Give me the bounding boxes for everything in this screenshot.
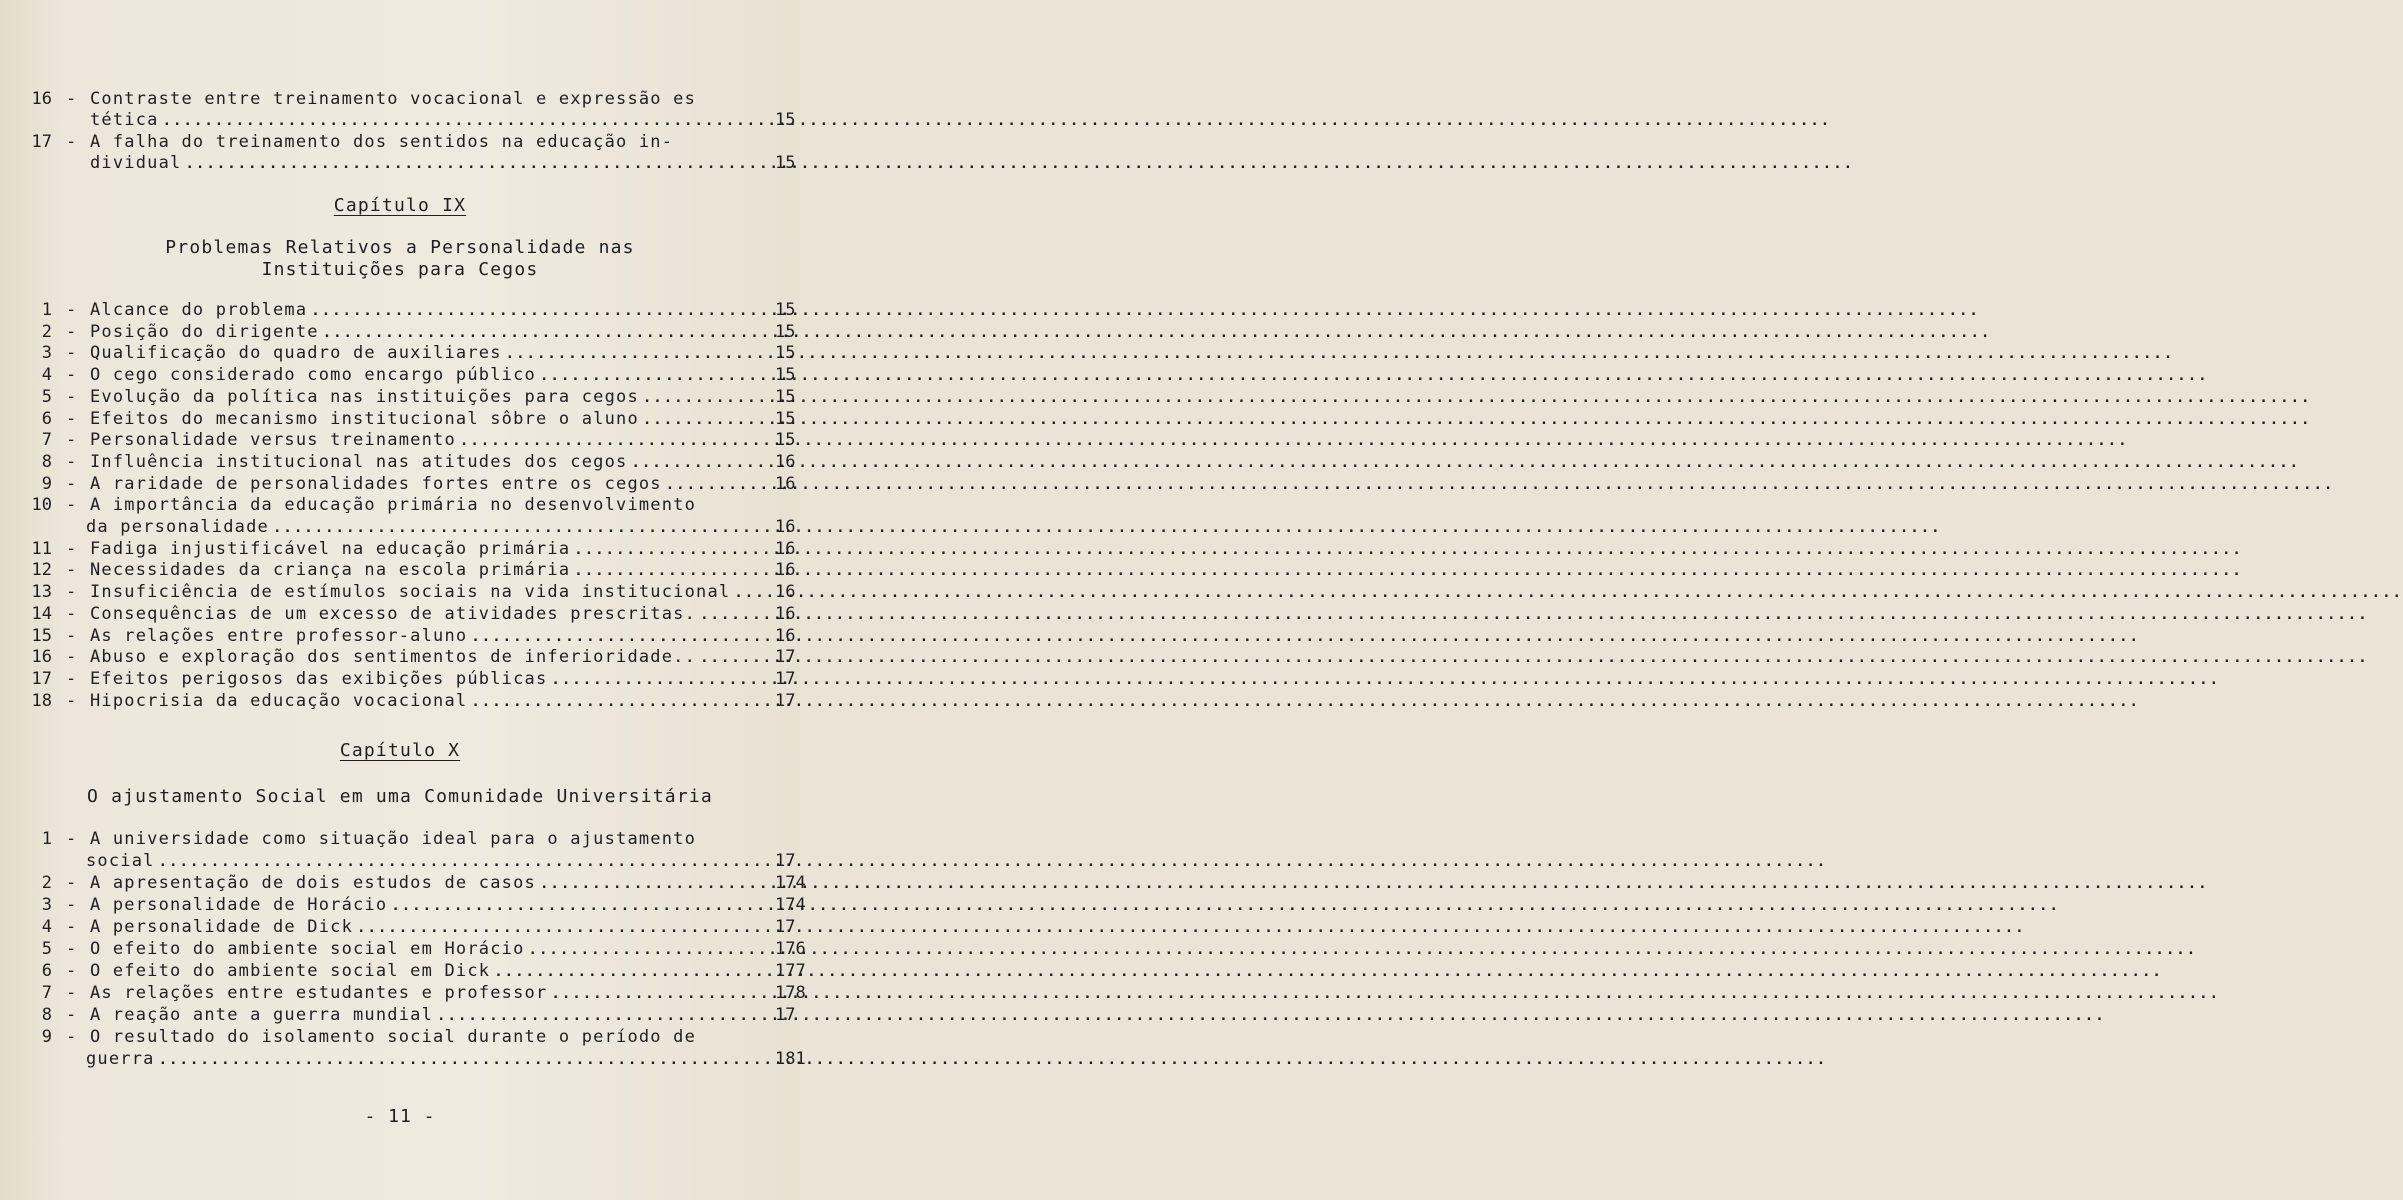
- toc-entry: 12 - Necessidades da criança na escola primária ..... 16: [0, 559, 800, 581]
- entry-number: 1: [41, 829, 52, 849]
- entry-title: A importância da educação primária no desenvolvimento: [90, 495, 697, 516]
- entry-title: Efeitos do mecanismo institucional sôbre o aluno: [90, 408, 639, 429]
- entry-number: 17: [31, 132, 52, 152]
- toc-entry-continuation: [0, 516, 800, 538]
- toc-entry: 13 - Insuficiência de estímulos sociais na vida institucional ..... 16: [0, 581, 800, 603]
- entry-number: 13: [31, 582, 52, 603]
- entry-title: A reação ante a guerra mundial: [90, 1005, 434, 1025]
- chapter-subtitle: Problemas Relativos a Personalidade nas: [165, 237, 635, 258]
- entry-title: Qualificação do quadro de auxiliares: [90, 343, 502, 364]
- entry-number: 18: [31, 690, 52, 711]
- toc-entry: 9 - A raridade de personalidades fortes entre os cegos ..... 16: [0, 473, 800, 495]
- page-number-footer: - 11 -: [364, 1106, 436, 1127]
- entry-title: Influência institucional nas atitudes dos cegos: [90, 451, 628, 472]
- entry-page: 16: [775, 603, 796, 624]
- entry-title: Abuso e exploração dos sentimentos de inferioridade..: [90, 647, 697, 668]
- entry-number: 14: [31, 603, 52, 624]
- toc-entry: 14 - Consequências de um excesso de atividades prescritas. ..... 16: [0, 603, 800, 625]
- chapter-subtitle: O ajustamento Social em uma Comunidade Universitária: [87, 786, 713, 807]
- toc-entry-continuation: [0, 109, 800, 131]
- entry-page: 17: [775, 917, 796, 937]
- entry-page: 176: [775, 939, 806, 959]
- toc-entry: 5 - O efeito do ambiente social em Horácio ..... 176: [0, 938, 800, 960]
- toc-entry: 6 - O efeito do ambiente social em Dick ..... 177: [0, 960, 800, 982]
- toc-entry: 16 - Abuso e exploração dos sentimentos de inferioridade.. ..... 17: [0, 646, 800, 668]
- entry-title: Personalidade versus treinamento: [90, 430, 456, 451]
- entry-title: Necessidades da criança na escola primária: [90, 560, 571, 581]
- entry-number: 16: [31, 647, 52, 668]
- entry-title: A falha do treinamento dos sentidos na educação in-: [90, 132, 674, 152]
- entry-number: 1: [41, 300, 52, 320]
- entry-title: O cego considerado como encargo público: [90, 365, 536, 386]
- entry-title: O resultado do isolamento social durante o período de: [90, 1027, 697, 1047]
- toc-entry: 3 - A personalidade de Horácio ..... 174: [0, 894, 800, 916]
- entry-page: 17: [775, 1005, 796, 1025]
- toc-entry: 7 - Personalidade versus treinamento ..... 15: [0, 429, 800, 451]
- entry-title: O efeito do ambiente social em Dick: [90, 961, 491, 981]
- entry-page: 174: [775, 873, 806, 893]
- entry-page: 16: [775, 538, 796, 559]
- entry-number: 5: [41, 386, 52, 407]
- toc-entry: 2 - Posição do dirigente ..... 15: [0, 321, 800, 343]
- toc-entry: 8 - A reação ante a guerra mundial ..... 17: [0, 1004, 800, 1026]
- toc-entry: 4 - A personalidade de Dick ..... 17: [0, 916, 800, 938]
- entry-number: 7: [41, 983, 52, 1003]
- entry-page: 16: [775, 560, 796, 581]
- entry-page: 174: [775, 895, 806, 915]
- entry-number: 2: [41, 873, 52, 893]
- entry-page: 17: [775, 647, 796, 668]
- entry-page: 15: [775, 153, 796, 173]
- entry-number: 3: [41, 895, 52, 915]
- entry-number: 11: [31, 538, 52, 559]
- entry-page: 15: [775, 365, 796, 386]
- toc-entry: 5 - Evolução da política nas instituições para cegos ..... 15: [0, 386, 800, 408]
- entry-number: 6: [41, 961, 52, 981]
- entry-page: 15: [775, 386, 796, 407]
- entry-page: 181: [775, 1049, 806, 1069]
- entry-number: 6: [41, 408, 52, 429]
- entry-number: 3: [41, 343, 52, 364]
- entry-number: 4: [41, 365, 52, 386]
- chapter-subtitle: Instituições para Cegos: [261, 259, 539, 280]
- toc-entry-continuation: [0, 1048, 806, 1070]
- document-page: [0, 0, 806, 1200]
- entry-page: 17: [775, 851, 796, 871]
- entry-page: 16: [775, 473, 796, 494]
- toc-entry: 2 - A apresentação de dois estudos de casos ..... 174: [0, 872, 800, 894]
- toc-entry-continuation: [0, 850, 800, 872]
- entry-page: 178: [775, 983, 806, 1003]
- entry-title: Consequências de um excesso de atividades prescritas.: [90, 603, 697, 624]
- entry-title: Insuficiência de estímulos sociais na vida institucional: [90, 582, 731, 603]
- entry-title: A apresentação de dois estudos de casos: [90, 873, 536, 893]
- toc-entry: 15 - As relações entre professor-aluno ..... 16: [0, 625, 800, 647]
- toc-entry: 3 - Qualificação do quadro de auxiliares ..... 15: [0, 342, 800, 364]
- entry-number: 12: [31, 560, 52, 581]
- toc-entry: 11 - Fadiga injustificável na educação primária ..... 16: [0, 538, 800, 560]
- toc-entry: 7 - As relações entre estudantes e professor ..... 178: [0, 982, 800, 1004]
- entry-page: 15: [775, 321, 796, 342]
- entry-title: A universidade como situação ideal para o ajustamento: [90, 829, 697, 849]
- entry-page: 15: [775, 430, 796, 451]
- entry-title: Hipocrisia da educação vocacional: [90, 690, 468, 711]
- entry-number: 2: [41, 321, 52, 342]
- toc-entry: 17 - A falha do treinamento dos sentidos na educação in-: [31, 132, 674, 152]
- toc-entry: 16 - Contraste entre treinamento vocacional e expressão es: [31, 89, 697, 109]
- entry-number: 17: [31, 668, 52, 689]
- entry-title-cont: social: [86, 851, 155, 871]
- entry-page: 17: [775, 668, 796, 689]
- entry-page: 15: [775, 110, 796, 130]
- entry-title-cont: tética: [90, 110, 159, 130]
- entry-title-cont: da personalidade: [86, 517, 269, 537]
- entry-title: As relações entre professor-aluno: [90, 625, 468, 646]
- entry-page: 15: [775, 408, 796, 429]
- entry-page: 16: [775, 451, 796, 472]
- entry-number: 16: [31, 89, 52, 109]
- entry-page: 16: [775, 517, 796, 537]
- entry-title-cont: guerra: [86, 1049, 155, 1069]
- entry-title: Posição do dirigente: [90, 321, 319, 342]
- entry-number: 8: [41, 1005, 52, 1025]
- toc-entry: 1 - A universidade como situação ideal para o ajustamento: [41, 829, 697, 849]
- toc-entry-continuation: [0, 152, 800, 174]
- toc-entry: 6 - Efeitos do mecanismo institucional sôbre o aluno ..... 15: [0, 408, 800, 430]
- entry-title: Efeitos perigosos das exibições públicas: [90, 668, 548, 689]
- entry-number: 9: [41, 473, 52, 494]
- entry-page: 15: [775, 343, 796, 364]
- entry-title: Alcance do problema: [90, 300, 308, 320]
- entry-title: Evolução da política nas instituições para cegos: [90, 386, 639, 407]
- entry-number: 5: [41, 939, 52, 959]
- entry-number: 15: [31, 625, 52, 646]
- entry-page: 16: [775, 582, 796, 603]
- toc-entry: 8 - Influência institucional nas atitudes dos cegos ..... 16: [0, 451, 800, 473]
- entry-number: 9: [41, 1027, 52, 1047]
- toc-entry: 4 - O cego considerado como encargo público ..... 15: [0, 364, 800, 386]
- toc-entry: 1 - Alcance do problema ..... 15: [0, 299, 800, 321]
- entry-number: 10: [31, 495, 52, 516]
- entry-title: Contraste entre treinamento vocacional e expressão es: [90, 89, 697, 109]
- entry-number: 4: [41, 917, 52, 937]
- entry-title: O efeito do ambiente social em Horácio: [90, 939, 525, 959]
- entry-number: 8: [41, 451, 52, 472]
- toc-entry: 10 - A importância da educação primária no desenvolvimento: [31, 495, 697, 516]
- chapter-title: Capítulo X: [339, 740, 461, 761]
- entry-title: Fadiga injustificável na educação primária: [90, 538, 571, 559]
- chapter-title: Capítulo IX: [333, 195, 467, 216]
- toc-entry: 17 - Efeitos perigosos das exibições públicas ..... 17: [0, 668, 800, 690]
- entry-title-cont: dividual: [90, 153, 182, 173]
- entry-title: A raridade de personalidades fortes entre os cegos: [90, 473, 662, 494]
- entry-title: As relações entre estudantes e professor: [90, 983, 548, 1003]
- toc-entry: 18 - Hipocrisia da educação vocacional ..... 17: [0, 690, 800, 712]
- entry-title: A personalidade de Horácio: [90, 895, 388, 915]
- entry-title: A personalidade de Dick: [90, 917, 354, 937]
- entry-page: 16: [775, 625, 796, 646]
- entry-number: 7: [41, 430, 52, 451]
- entry-page: 177: [775, 961, 806, 981]
- entry-page: 15: [775, 300, 796, 320]
- entry-page: 17: [775, 690, 796, 711]
- toc-entry: 9 - O resultado do isolamento social durante o período de: [41, 1027, 697, 1047]
